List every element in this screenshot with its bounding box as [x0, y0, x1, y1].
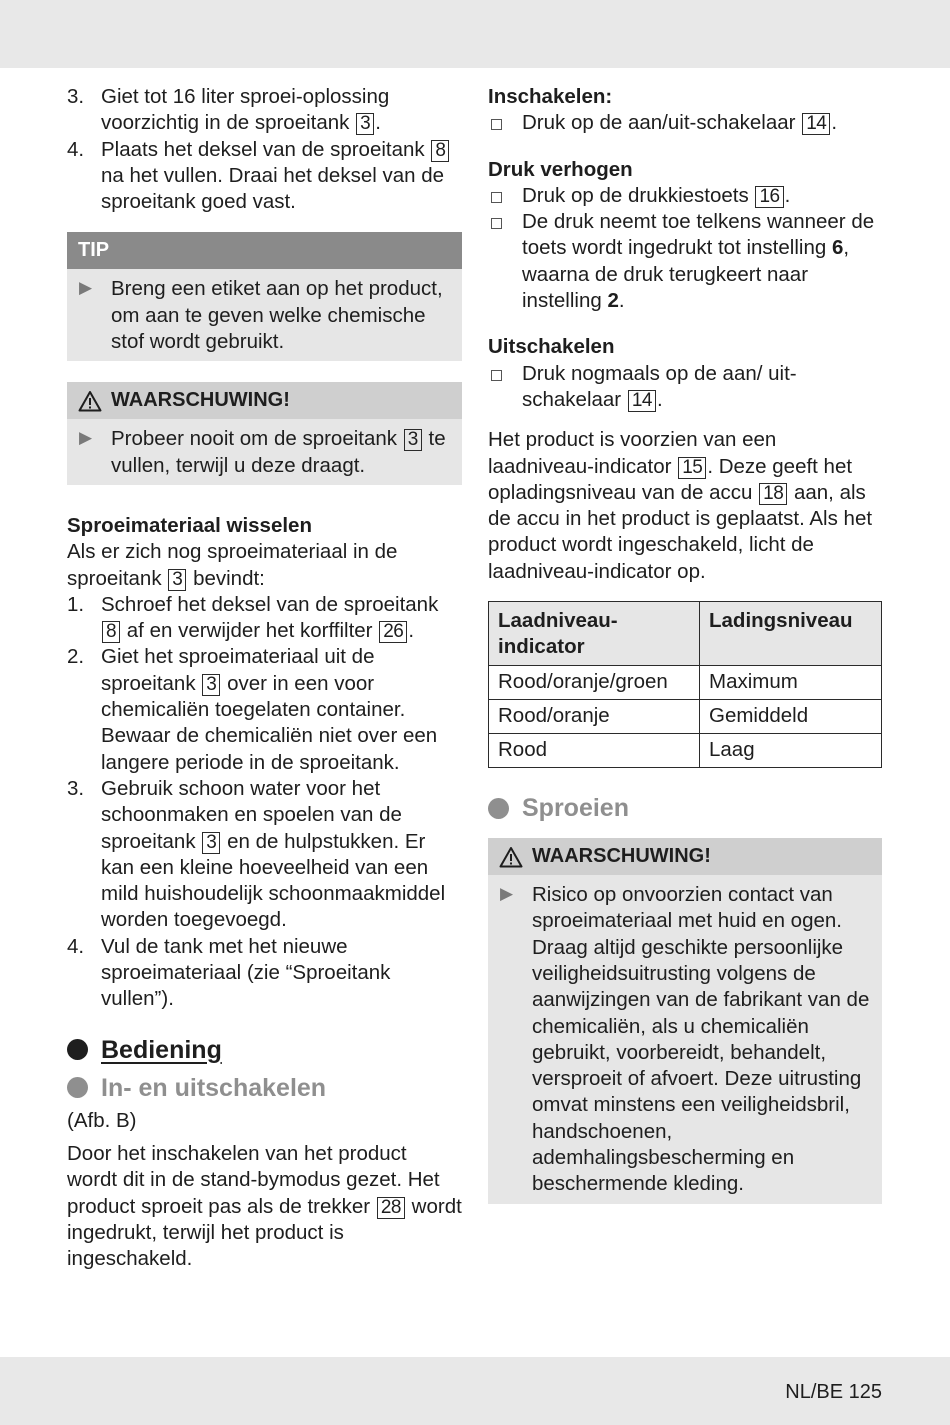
section-title-sproeien: Sproeien: [488, 792, 882, 824]
paragraph: Als er zich nog sproeimateriaal in de sproeitank 3 bevindt:: [67, 540, 398, 590]
table-header-cell: Laadniveau-indicator: [489, 602, 700, 666]
table-cell: Rood/oranje: [489, 700, 700, 734]
ref-number: 16: [755, 186, 783, 208]
arrow-right-icon: ▶: [79, 428, 93, 448]
table-cell: Laag: [700, 734, 882, 768]
table-cell: Maximum: [700, 666, 882, 700]
square-bullet-icon: [491, 192, 502, 203]
fill-steps: [67, 84, 462, 215]
page-footer: [0, 1357, 950, 1425]
bullet-item: Druk op de aan/uit-schakelaar 14 .: [488, 110, 882, 136]
page-number: NL/BE 125: [785, 1381, 882, 1403]
bullet-item: De druk neemt toe telkens wanneer de toets wordt ingedrukt tot instelling 6, waarna de druk terugkeert naar instelling 2.: [488, 209, 882, 314]
section-heading: Uitschakelen: [488, 335, 615, 359]
ref-number: 28: [377, 1197, 405, 1219]
warning-title: WAARSCHUWING!: [111, 389, 290, 412]
table-cell: Rood: [489, 734, 700, 768]
page-header-band: [0, 0, 950, 68]
list-item: 3. Gebruik schoon water voor het schoonmaken en spoelen van de sproeitank 3 en de hulpstukken. Er kan een kleine hoeveelheid van een mild huishoudelijk schoonmaakmiddel worden toegevoegd.: [67, 776, 446, 932]
warning-box: [488, 838, 882, 1204]
ref-number: 26: [379, 621, 407, 643]
list-item: 2. Giet het sproeimateriaal uit de sproeitank 3 over in een voor chemicaliën toegelaten container. Bewaar de chemicaliën niet over een langere periode in de sproeitank.: [67, 645, 438, 774]
bullet-item: Druk op de drukkiestoets 16 .: [488, 183, 882, 209]
ref-number: 8: [102, 621, 120, 643]
list-item: 1. Schroef het deksel van de sproeitank 8 af en verwijder het korffilter 26 .: [67, 592, 439, 643]
section-heading: Druk verhogen: [488, 157, 633, 181]
section-title-bediening: Bediening: [67, 1034, 462, 1066]
section-heading: Inschakelen:: [488, 85, 613, 108]
ref-number: 3: [202, 832, 220, 854]
bullet-dot-icon: [67, 1077, 88, 1098]
square-bullet-icon: [491, 218, 502, 229]
ref-number: 3: [168, 569, 186, 591]
bullet-dot-icon: [488, 798, 509, 819]
square-bullet-icon: [491, 370, 502, 381]
table-header-cell: Ladingsniveau: [700, 602, 882, 666]
ref-number: 3: [356, 113, 374, 135]
warning-text: Risico op onvoorzien contact van sproeimateriaal met huid en ogen. Draag altijd geschikte persoonlijke veiligheidsuitrusting volgens de aanwijzingen van de fabrikant van de chemicaliën, als u chemicaliën gebruikt, voorbereidt, behandelt, versproeit of afvoert. Deze uitrusting omvat minstens een veiligheidsbril, handschoenen, ademhalingsbescherming en beschermende kleding.: [532, 883, 870, 1196]
change-steps: [67, 592, 462, 1013]
warning-triangle-icon: [78, 390, 102, 412]
section-heading: Sproeimateriaal wisselen: [67, 513, 312, 537]
square-bullet-icon: [491, 119, 502, 130]
arrow-right-icon: ▶: [79, 278, 93, 298]
table-row: [489, 734, 882, 768]
arrow-right-icon: ▶: [500, 884, 514, 904]
paragraph: Het product is voorzien van een laadniveau-indicator 15 . Deze geeft het opladingsniveau van de accu 18 aan, als de accu in het product is geplaatst. Als het product wordt ingeschakeld, licht de laadniveau-indicator op.: [488, 428, 873, 583]
table-row: [489, 666, 882, 700]
left-column: [67, 84, 462, 1272]
tip-box: [67, 232, 462, 361]
ref-number: 3: [404, 429, 422, 451]
ref-number: 14: [802, 113, 830, 135]
ref-number: 14: [628, 390, 656, 412]
table-row: [489, 700, 882, 734]
ref-number: 3: [202, 674, 220, 696]
list-item: 4. Vul de tank met het nieuwe sproeimateriaal (zie “Sproeitank vullen”).: [67, 934, 391, 1011]
tip-text: Breng een etiket aan op het product, om aan te geven welke chemische stof wordt gebruikt.: [111, 277, 443, 354]
tip-title: TIP: [67, 232, 462, 269]
right-column: [488, 84, 882, 1204]
charge-level-table: [488, 601, 882, 768]
bullet-item: Druk nogmaals op de aan/ uit-schakelaar 14 .: [488, 361, 882, 414]
bullet-dot-icon: [67, 1039, 88, 1060]
warning-title: WAARSCHUWING!: [532, 845, 711, 868]
section-title-in-uitschakelen: In- en uitschakelen: [67, 1072, 462, 1104]
paragraph: Door het inschakelen van het product wordt dit in de stand-bymodus gezet. Het product sproeit pas als de trekker 28 wordt ingedrukt, terwijl het product is ingeschakeld.: [67, 1141, 462, 1271]
figure-reference: (Afb. B): [67, 1108, 137, 1132]
list-item: 3. Giet tot 16 liter sproei-oplossing voorzichtig in de sproeitank 3 .: [67, 85, 390, 135]
table-cell: Gemiddeld: [700, 700, 882, 734]
table-header-row: [489, 602, 882, 666]
ref-number: 8: [431, 140, 449, 162]
table-cell: Rood/oranje/groen: [489, 666, 700, 700]
list-item: 4. Plaats het deksel van de sproeitank 8 na het vullen. Draai het deksel van de sproeitank goed vast.: [67, 137, 462, 216]
warning-triangle-icon: [499, 846, 523, 868]
ref-number: 18: [759, 483, 787, 505]
warning-box: WAARSCHUWING! ▶ Probeer nooit om de sproeitank 3 te vullen, terwijl u deze draagt.: [67, 382, 462, 485]
ref-number: 15: [678, 457, 706, 479]
